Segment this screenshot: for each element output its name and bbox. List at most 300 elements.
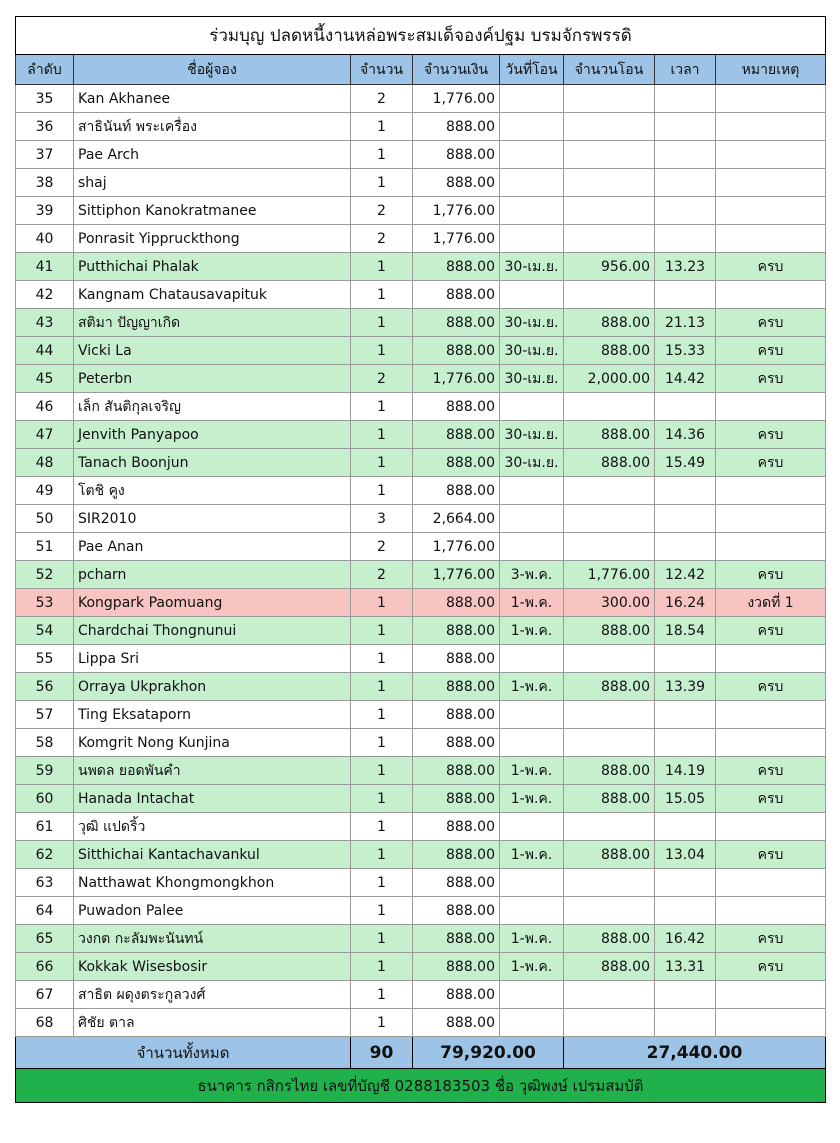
row-qty: 2: [351, 197, 413, 225]
row-amount: 888.00: [413, 477, 500, 505]
row-no: 50: [16, 505, 74, 533]
row-time: [655, 393, 716, 421]
row-paid: 888.00: [564, 449, 655, 477]
row-note: [716, 533, 826, 561]
row-name: pcharn: [74, 561, 351, 589]
row-amount: 1,776.00: [413, 533, 500, 561]
total-row: [16, 1037, 826, 1069]
row-no: 44: [16, 337, 74, 365]
header-amount: จำนวนเงิน: [413, 55, 500, 85]
row-time: 14.36: [655, 421, 716, 449]
bank-info: ธนาคาร กสิกรไทย เลขที่บัญชี 0288183503 ชื่อ วุฒิพงษ์ เปรมสมบัติ: [16, 1069, 826, 1103]
row-name: Hanada Intachat: [74, 785, 351, 813]
row-no: 56: [16, 673, 74, 701]
row-qty: 1: [351, 729, 413, 757]
row-date: [500, 85, 564, 113]
row-paid: 2,000.00: [564, 365, 655, 393]
row-paid: [564, 729, 655, 757]
row-paid: 888.00: [564, 841, 655, 869]
row-name: shaj: [74, 169, 351, 197]
row-note: ครบ: [716, 925, 826, 953]
row-qty: 3: [351, 505, 413, 533]
row-amount: 888.00: [413, 897, 500, 925]
row-no: 52: [16, 561, 74, 589]
row-date: 30-เม.ย.: [500, 449, 564, 477]
row-name: วุฒิ แปดริ้ว: [74, 813, 351, 841]
row-amount: 888.00: [413, 673, 500, 701]
total-amount: 79,920.00: [413, 1037, 564, 1069]
row-no: 51: [16, 533, 74, 561]
row-name: Kangnam Chatausavapituk: [74, 281, 351, 309]
row-amount: 1,776.00: [413, 197, 500, 225]
row-name: Putthichai Phalak: [74, 253, 351, 281]
row-paid: [564, 897, 655, 925]
row-date: [500, 225, 564, 253]
row-no: 53: [16, 589, 74, 617]
table-row: [16, 169, 826, 197]
row-date: [500, 869, 564, 897]
row-name: Sitthichai Kantachavankul: [74, 841, 351, 869]
row-note: ครบ: [716, 421, 826, 449]
row-note: [716, 225, 826, 253]
table-row: [16, 477, 826, 505]
row-qty: 1: [351, 953, 413, 981]
row-amount: 888.00: [413, 729, 500, 757]
table-row: [16, 561, 826, 589]
row-time: [655, 169, 716, 197]
row-paid: [564, 1009, 655, 1037]
table-row: [16, 85, 826, 113]
row-time: 15.49: [655, 449, 716, 477]
row-paid: 888.00: [564, 421, 655, 449]
row-name: Kokkak Wisesbosir: [74, 953, 351, 981]
row-date: [500, 281, 564, 309]
row-no: 63: [16, 869, 74, 897]
table-row: [16, 617, 826, 645]
header-row: [16, 55, 826, 85]
table-row: [16, 897, 826, 925]
row-date: 30-เม.ย.: [500, 253, 564, 281]
row-date: [500, 1009, 564, 1037]
row-time: [655, 701, 716, 729]
header-note: หมายเหตุ: [716, 55, 826, 85]
table-row: [16, 309, 826, 337]
row-date: 30-เม.ย.: [500, 365, 564, 393]
row-paid: [564, 981, 655, 1009]
row-time: [655, 813, 716, 841]
table-row: [16, 645, 826, 673]
row-time: [655, 869, 716, 897]
row-qty: 1: [351, 841, 413, 869]
row-note: ครบ: [716, 757, 826, 785]
row-qty: 1: [351, 393, 413, 421]
row-note: [716, 645, 826, 673]
row-amount: 888.00: [413, 281, 500, 309]
row-note: ครบ: [716, 617, 826, 645]
row-note: ครบ: [716, 841, 826, 869]
row-name: Komgrit Nong Kunjina: [74, 729, 351, 757]
row-note: ครบ: [716, 673, 826, 701]
row-no: 35: [16, 85, 74, 113]
row-qty: 1: [351, 253, 413, 281]
row-amount: 1,776.00: [413, 561, 500, 589]
row-date: [500, 897, 564, 925]
row-name: Kan Akhanee: [74, 85, 351, 113]
row-no: 46: [16, 393, 74, 421]
row-qty: 1: [351, 757, 413, 785]
row-qty: 1: [351, 701, 413, 729]
row-note: [716, 505, 826, 533]
row-paid: 888.00: [564, 953, 655, 981]
row-date: 30-เม.ย.: [500, 421, 564, 449]
row-note: [716, 281, 826, 309]
row-qty: 1: [351, 645, 413, 673]
row-note: [716, 141, 826, 169]
row-date: 1-พ.ค.: [500, 785, 564, 813]
table-row: [16, 449, 826, 477]
row-note: [716, 477, 826, 505]
row-note: ครบ: [716, 337, 826, 365]
row-date: 1-พ.ค.: [500, 589, 564, 617]
row-name: ศิชัย ตาล: [74, 1009, 351, 1037]
row-paid: [564, 225, 655, 253]
row-name: Ting Eksataporn: [74, 701, 351, 729]
row-note: [716, 981, 826, 1009]
sheet-title: ร่วมบุญ ปลดหนี้งานหล่อพระสมเด็จองค์ปฐม บรมจักรพรรดิ: [16, 17, 826, 55]
row-qty: 2: [351, 561, 413, 589]
row-time: 16.24: [655, 589, 716, 617]
row-time: 13.04: [655, 841, 716, 869]
row-no: 67: [16, 981, 74, 1009]
row-no: 43: [16, 309, 74, 337]
row-time: [655, 729, 716, 757]
row-time: [655, 897, 716, 925]
row-paid: 888.00: [564, 757, 655, 785]
row-qty: 1: [351, 141, 413, 169]
row-no: 47: [16, 421, 74, 449]
table-row: [16, 505, 826, 533]
row-amount: 888.00: [413, 617, 500, 645]
header-name: ชื่อผู้จอง: [74, 55, 351, 85]
row-amount: 888.00: [413, 701, 500, 729]
title-row: [16, 17, 826, 55]
row-no: 40: [16, 225, 74, 253]
row-note: [716, 1009, 826, 1037]
table-row: [16, 673, 826, 701]
row-qty: 1: [351, 785, 413, 813]
row-name: วงกต กะลัมพะนันทน์: [74, 925, 351, 953]
table-row: [16, 533, 826, 561]
bank-row: [16, 1069, 826, 1103]
row-paid: 888.00: [564, 617, 655, 645]
row-name: เล็ก สันติกุลเจริญ: [74, 393, 351, 421]
table-row: [16, 1009, 826, 1037]
row-paid: 300.00: [564, 589, 655, 617]
row-note: [716, 701, 826, 729]
row-time: [655, 1009, 716, 1037]
row-note: [716, 169, 826, 197]
header-no: ลำดับ: [16, 55, 74, 85]
row-no: 62: [16, 841, 74, 869]
row-note: ครบ: [716, 309, 826, 337]
row-note: [716, 85, 826, 113]
table-row: [16, 841, 826, 869]
table-row: [16, 253, 826, 281]
row-amount: 888.00: [413, 337, 500, 365]
row-time: [655, 981, 716, 1009]
row-time: [655, 197, 716, 225]
row-no: 66: [16, 953, 74, 981]
row-time: [655, 113, 716, 141]
row-name: Pae Arch: [74, 141, 351, 169]
row-date: [500, 113, 564, 141]
row-qty: 1: [351, 897, 413, 925]
row-date: 1-พ.ค.: [500, 673, 564, 701]
row-note: [716, 393, 826, 421]
total-qty: 90: [351, 1037, 413, 1069]
row-date: [500, 197, 564, 225]
table-row: [16, 729, 826, 757]
row-name: Lippa Sri: [74, 645, 351, 673]
row-name: Puwadon Palee: [74, 897, 351, 925]
row-time: 12.42: [655, 561, 716, 589]
row-name: SIR2010: [74, 505, 351, 533]
row-amount: 888.00: [413, 1009, 500, 1037]
row-date: 1-พ.ค.: [500, 617, 564, 645]
row-paid: [564, 197, 655, 225]
table-row: [16, 393, 826, 421]
row-name: Vicki La: [74, 337, 351, 365]
row-name: นพดล ยอดพันคำ: [74, 757, 351, 785]
row-time: [655, 141, 716, 169]
row-no: 65: [16, 925, 74, 953]
row-date: [500, 813, 564, 841]
row-amount: 888.00: [413, 253, 500, 281]
row-no: 39: [16, 197, 74, 225]
row-note: ครบ: [716, 449, 826, 477]
table-row: [16, 365, 826, 393]
row-amount: 888.00: [413, 421, 500, 449]
row-paid: [564, 477, 655, 505]
row-paid: [564, 505, 655, 533]
row-qty: 1: [351, 449, 413, 477]
row-time: [655, 225, 716, 253]
row-qty: 1: [351, 589, 413, 617]
table-row: [16, 701, 826, 729]
row-amount: 888.00: [413, 449, 500, 477]
row-note: [716, 113, 826, 141]
row-time: 15.05: [655, 785, 716, 813]
row-amount: 888.00: [413, 841, 500, 869]
row-date: [500, 169, 564, 197]
row-qty: 1: [351, 169, 413, 197]
row-time: 14.42: [655, 365, 716, 393]
total-paid: 27,440.00: [564, 1037, 826, 1069]
table-row: [16, 981, 826, 1009]
row-name: โตชิ คูง: [74, 477, 351, 505]
row-name: สาธิต ผดุงตระกูลวงศ์: [74, 981, 351, 1009]
row-paid: 888.00: [564, 309, 655, 337]
row-note: งวดที่ 1: [716, 589, 826, 617]
row-paid: [564, 393, 655, 421]
row-name: Peterbn: [74, 365, 351, 393]
row-date: [500, 533, 564, 561]
row-no: 61: [16, 813, 74, 841]
table-row: [16, 785, 826, 813]
row-amount: 888.00: [413, 869, 500, 897]
row-time: [655, 505, 716, 533]
row-date: 1-พ.ค.: [500, 925, 564, 953]
row-name: Natthawat Khongmongkhon: [74, 869, 351, 897]
table-row: [16, 113, 826, 141]
row-note: ครบ: [716, 785, 826, 813]
row-paid: 888.00: [564, 925, 655, 953]
table-row: [16, 869, 826, 897]
row-qty: 1: [351, 981, 413, 1009]
row-date: 1-พ.ค.: [500, 953, 564, 981]
row-qty: 1: [351, 617, 413, 645]
row-date: 1-พ.ค.: [500, 757, 564, 785]
row-paid: [564, 169, 655, 197]
row-amount: 888.00: [413, 813, 500, 841]
row-date: [500, 477, 564, 505]
row-no: 37: [16, 141, 74, 169]
row-paid: 956.00: [564, 253, 655, 281]
table-row: [16, 197, 826, 225]
row-note: [716, 897, 826, 925]
row-amount: 2,664.00: [413, 505, 500, 533]
table-row: [16, 589, 826, 617]
row-qty: 2: [351, 85, 413, 113]
row-time: 13.31: [655, 953, 716, 981]
row-no: 54: [16, 617, 74, 645]
row-name: สาธินันท์ พระเครื่อง: [74, 113, 351, 141]
row-time: [655, 645, 716, 673]
row-no: 38: [16, 169, 74, 197]
row-time: 16.42: [655, 925, 716, 953]
row-date: [500, 645, 564, 673]
row-time: [655, 533, 716, 561]
row-qty: 2: [351, 533, 413, 561]
row-amount: 888.00: [413, 169, 500, 197]
row-date: [500, 141, 564, 169]
header-date: วันที่โอน: [500, 55, 564, 85]
table-row: [16, 141, 826, 169]
row-note: [716, 729, 826, 757]
row-amount: 888.00: [413, 757, 500, 785]
row-amount: 888.00: [413, 141, 500, 169]
row-time: 13.23: [655, 253, 716, 281]
row-name: Jenvith Panyapoo: [74, 421, 351, 449]
row-no: 48: [16, 449, 74, 477]
table-row: [16, 421, 826, 449]
table-row: [16, 281, 826, 309]
row-amount: 1,776.00: [413, 85, 500, 113]
row-note: ครบ: [716, 365, 826, 393]
row-note: ครบ: [716, 253, 826, 281]
row-paid: [564, 645, 655, 673]
row-date: 30-เม.ย.: [500, 309, 564, 337]
row-qty: 1: [351, 309, 413, 337]
row-amount: 888.00: [413, 785, 500, 813]
row-time: 18.54: [655, 617, 716, 645]
row-paid: [564, 701, 655, 729]
row-paid: [564, 85, 655, 113]
row-paid: [564, 813, 655, 841]
row-no: 41: [16, 253, 74, 281]
table-row: [16, 337, 826, 365]
row-amount: 888.00: [413, 309, 500, 337]
row-paid: [564, 533, 655, 561]
row-qty: 1: [351, 673, 413, 701]
row-paid: 888.00: [564, 673, 655, 701]
row-note: [716, 869, 826, 897]
row-no: 68: [16, 1009, 74, 1037]
table-row: [16, 225, 826, 253]
row-amount: 888.00: [413, 645, 500, 673]
row-amount: 888.00: [413, 981, 500, 1009]
row-qty: 2: [351, 225, 413, 253]
row-no: 36: [16, 113, 74, 141]
row-name: Ponrasit Yippruckthong: [74, 225, 351, 253]
row-no: 64: [16, 897, 74, 925]
row-date: [500, 505, 564, 533]
row-date: 1-พ.ค.: [500, 841, 564, 869]
table-row: [16, 813, 826, 841]
row-name: Pae Anan: [74, 533, 351, 561]
row-qty: 1: [351, 337, 413, 365]
row-qty: 1: [351, 113, 413, 141]
row-note: [716, 813, 826, 841]
row-paid: 1,776.00: [564, 561, 655, 589]
header-paid: จำนวนโอน: [564, 55, 655, 85]
table-row: [16, 925, 826, 953]
row-time: 14.19: [655, 757, 716, 785]
row-qty: 2: [351, 365, 413, 393]
row-time: [655, 281, 716, 309]
row-amount: 888.00: [413, 113, 500, 141]
row-qty: 1: [351, 421, 413, 449]
row-time: 13.39: [655, 673, 716, 701]
header-time: เวลา: [655, 55, 716, 85]
row-time: 21.13: [655, 309, 716, 337]
header-qty: จำนวน: [351, 55, 413, 85]
row-qty: 1: [351, 869, 413, 897]
row-paid: 888.00: [564, 785, 655, 813]
row-name: Sittiphon Kanokratmanee: [74, 197, 351, 225]
row-no: 45: [16, 365, 74, 393]
row-time: 15.33: [655, 337, 716, 365]
row-note: ครบ: [716, 561, 826, 589]
row-date: 3-พ.ค.: [500, 561, 564, 589]
row-name: Orraya Ukprakhon: [74, 673, 351, 701]
row-no: 57: [16, 701, 74, 729]
row-qty: 1: [351, 925, 413, 953]
table-row: [16, 757, 826, 785]
row-no: 59: [16, 757, 74, 785]
row-qty: 1: [351, 1009, 413, 1037]
row-paid: [564, 113, 655, 141]
row-no: 58: [16, 729, 74, 757]
row-date: [500, 393, 564, 421]
row-name: Kongpark Paomuang: [74, 589, 351, 617]
row-paid: [564, 869, 655, 897]
row-amount: 888.00: [413, 953, 500, 981]
table-row: [16, 953, 826, 981]
row-paid: 888.00: [564, 337, 655, 365]
row-qty: 1: [351, 813, 413, 841]
row-paid: [564, 141, 655, 169]
